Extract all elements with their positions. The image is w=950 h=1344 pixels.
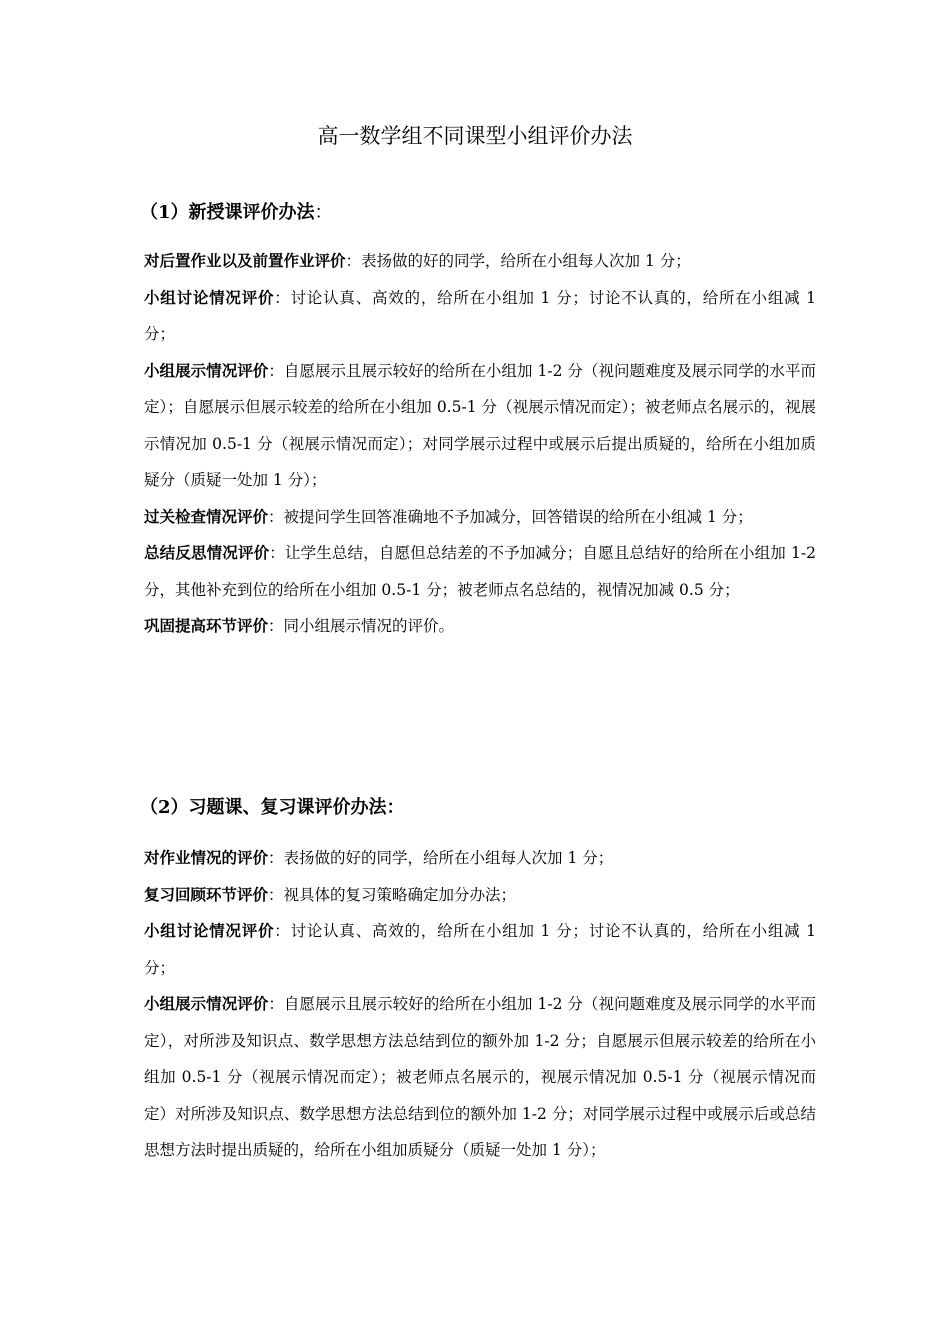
section-2-heading: [140, 793, 405, 823]
item-label: 对作业情况的评价: [144, 848, 269, 867]
section-2-item-1: [144, 840, 816, 877]
item-text: ：让学生总结，自愿但总结差的不予加减分；自愿且总结好的给所在小组加 1-2 分，其他补充到位的给所在小组加 0.5-1 分；被老师点名总结的，视情况加减 0.5 分；: [144, 544, 816, 599]
item-label: 对后置作业以及前置作业评价: [144, 251, 346, 270]
section-1-item-2: [144, 280, 816, 353]
section-1-heading-text: （1）新授课评价办法: [140, 202, 315, 223]
item-text: ：表扬做的好的同学，给所在小组每人次加 1 分；: [345, 252, 691, 270]
item-label: 小组讨论情况评价: [144, 287, 275, 307]
item-text: ：同小组展示情况的评价。: [268, 617, 455, 635]
item-label: 小组展示情况评价: [144, 360, 269, 380]
item-label: 总结反思情况评价: [144, 543, 270, 562]
item-text: ：自愿展示且展示较好的给所在小组加 1-2 分（视问题难度及展示同学的水平而定）；自愿展示但展示较差的给所在小组加 0.5-1 分（视展示情况而定）；被老师点名展示的，视展示情况加 0.5-1 分（视展示情况而定）；对同学展示过程中或展示后提出质疑的，给所在小组加质疑分（质疑一处加 1 分）；: [144, 361, 816, 489]
item-text: ：自愿展示且展示较好的给所在小组加 1-2 分（视问题难度及展示同学的水平而定），对所涉及知识点、数学思想方法总结到位的额外加 1-2 分；自愿展示但展示较差的给所在小组加 0.5-1 分（视展示情况而定）；被老师点名展示的，视展示情况加 0.5-1 分（视展示情况而定）对所涉及知识点、数学思想方法总结到位的额外加 1-2 分；对同学展示过程中或展示后或总结思想方法时提出质疑的，给所在小组加质疑分（质疑一处加 1 分）；: [144, 995, 816, 1159]
item-label: 复习回顾环节评价: [144, 884, 269, 904]
item-label: 小组展示情况评价: [144, 994, 269, 1013]
item-label: 过关检查情况评价: [144, 506, 269, 526]
section-1-heading-suffix: ：: [314, 202, 333, 223]
item-label: 小组讨论情况评价: [144, 921, 275, 940]
section-1-body: [144, 243, 816, 645]
section-1-item-4: [144, 499, 816, 536]
item-text: ：被提问学生回答准确地不予加减分，回答错误的给所在小组减 1 分；: [268, 507, 753, 526]
section-1-heading: [140, 198, 333, 228]
section-2-body: [144, 840, 816, 1169]
item-text: ：讨论认真、高效的，给所在小组加 1 分；讨论不认真的，给所在小组减 1 分；: [144, 922, 816, 977]
item-label: 巩固提高环节评价: [144, 616, 269, 635]
section-2-item-3: [144, 913, 816, 986]
item-text: ：表扬做的好的同学，给所在小组每人次加 1 分；: [268, 849, 614, 867]
section-1-item-3: [144, 353, 816, 499]
section-2-heading-text: （2）习题课、复习课评价办法：: [140, 797, 405, 818]
item-text: ：视具体的复习策略确定加分办法；: [268, 885, 517, 904]
document-title: 高一数学组不同课型小组评价办法: [317, 124, 633, 148]
section-1-item-5: [144, 535, 816, 608]
section-2-item-2: [144, 877, 816, 914]
section-1-item-6: [144, 608, 816, 645]
item-text: ：讨论认真、高效的，给所在小组加 1 分；讨论不认真的，给所在小组减 1 分；: [144, 288, 816, 343]
section-2-item-4: [144, 986, 816, 1169]
section-1-item-1: [144, 243, 816, 280]
